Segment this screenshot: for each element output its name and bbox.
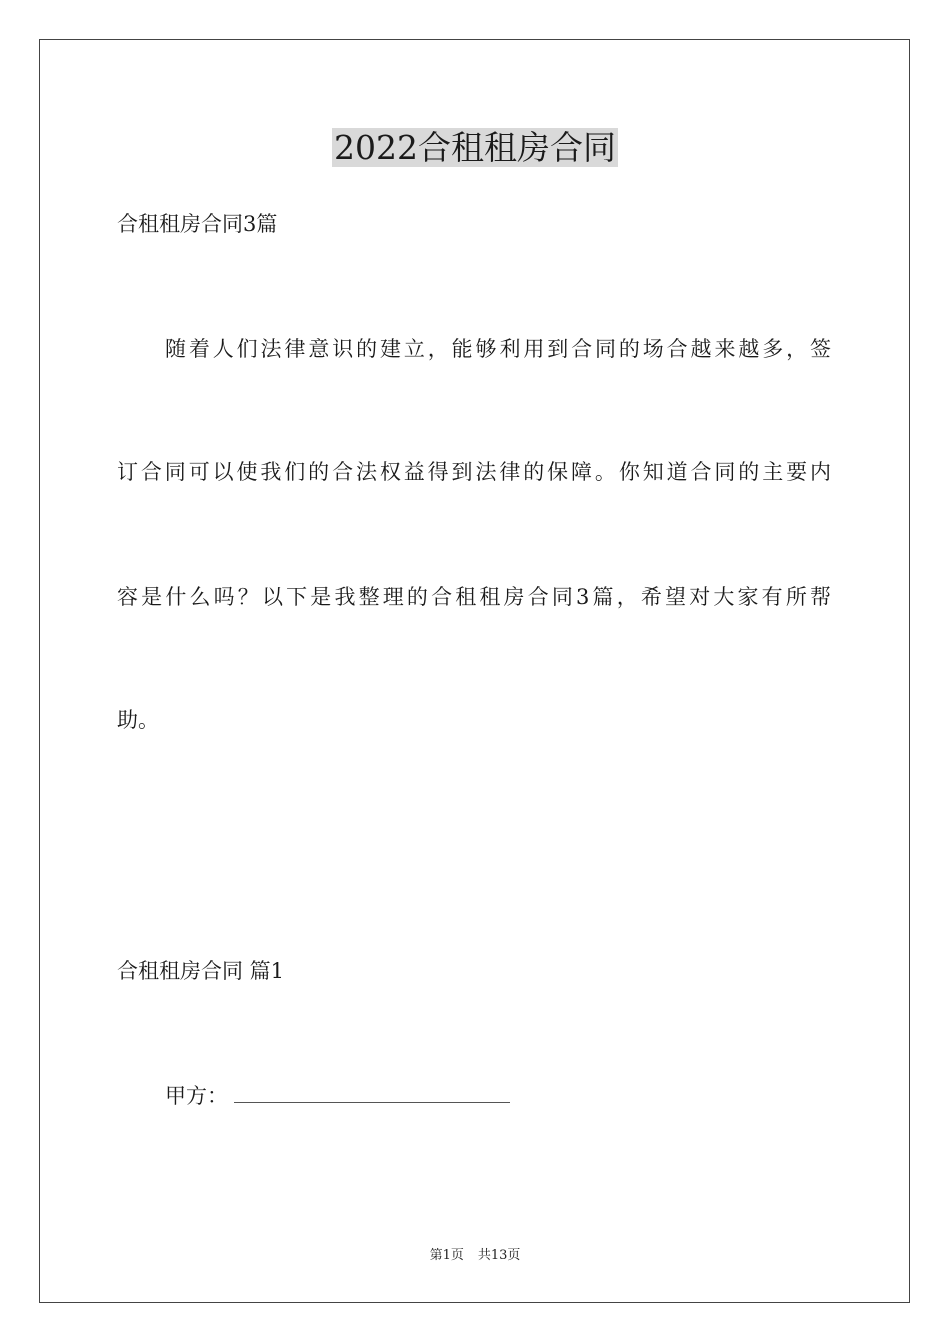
document-title	[0, 128, 950, 168]
intro-line-4: 助。	[117, 708, 159, 732]
party-a-label: 甲方：	[165, 1084, 228, 1108]
footer-page-total: 共13页	[477, 1248, 521, 1263]
page-footer	[0, 1247, 950, 1265]
party-a-blank-line	[234, 1082, 510, 1103]
party-a-row	[165, 1081, 510, 1111]
document-subtitle: 合租租房合同3篇	[117, 212, 278, 236]
document-title-text: 2022合租租房合同	[334, 128, 616, 167]
intro-line-2: 订合同可以使我们的合法权益得到法律的保障。你知道合同的主要内	[117, 460, 831, 484]
section-heading: 合租租房合同 篇1	[117, 959, 285, 983]
footer-page-current: 第1页	[429, 1248, 464, 1263]
intro-line-1: 随着人们法律意识的建立，能够利用到合同的场合越来越多，签	[165, 337, 831, 361]
intro-line-3: 容是什么吗？以下是我整理的合租租房合同3篇，希望对大家有所帮	[117, 585, 831, 609]
